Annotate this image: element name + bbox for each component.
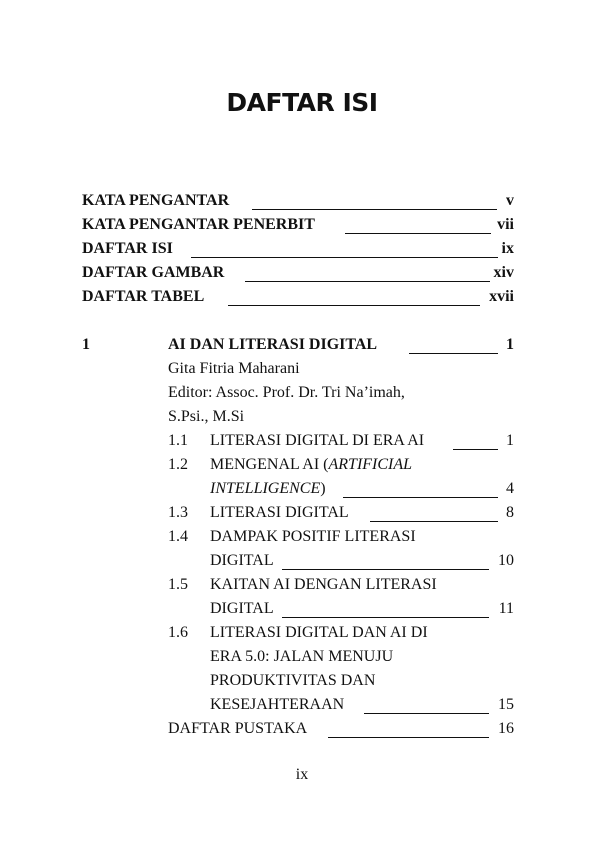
section-title-italic: INTELLIGENCE <box>210 480 321 497</box>
section-title-text: ) <box>320 480 326 497</box>
section-page: 15 <box>498 696 514 713</box>
section-title-line-4: KESEJAHTERAAN <box>210 696 345 713</box>
chapter-editor: Editor: Assoc. Prof. Dr. Tri Na’imah, <box>168 384 405 401</box>
section-title-line-1 <box>210 455 412 475</box>
section-title-line-1: DAMPAK POSITIF LITERASI <box>210 528 416 545</box>
section-page: 8 <box>506 504 514 521</box>
toc-entry-page: vii <box>497 216 514 233</box>
toc-entry-label: DAFTAR TABEL <box>82 288 205 305</box>
section-title-line-2 <box>210 479 326 499</box>
toc-entry-page: v <box>506 192 514 209</box>
section-title: LITERASI DIGITAL DI ERA AI <box>210 432 425 449</box>
leader-line <box>252 209 497 210</box>
section-title-text: MENGENAL AI ( <box>210 456 329 473</box>
section-title-line-3: PRODUKTIVITAS DAN <box>210 672 376 689</box>
chapter-editor-credentials: S.Psi., M.Si <box>168 408 245 425</box>
leader-line <box>328 737 489 738</box>
chapter-title: AI DAN LITERASI DIGITAL <box>168 336 378 353</box>
section-title-line-2: DIGITAL <box>210 552 274 569</box>
chapter-number: 1 <box>82 336 90 353</box>
section-number: 1.4 <box>168 528 188 545</box>
bibliography-page: 16 <box>498 720 514 737</box>
leader-line <box>282 617 489 618</box>
section-title-italic: ARTIFICIAL <box>328 456 413 473</box>
toc-entry-label: KATA PENGANTAR <box>82 192 230 209</box>
page-title: DAFTAR ISI <box>226 88 378 117</box>
toc-entry-page: ix <box>501 240 514 257</box>
leader-line <box>245 281 490 282</box>
toc-entry-page: xiv <box>493 264 514 281</box>
leader-line <box>228 305 480 306</box>
section-number: 1.2 <box>168 456 188 473</box>
section-number: 1.3 <box>168 504 188 521</box>
section-page: 11 <box>498 600 514 617</box>
leader-line <box>191 257 498 258</box>
section-page: 4 <box>506 480 514 497</box>
toc-entry-label: KATA PENGANTAR PENERBIT <box>82 216 315 233</box>
section-title-line-2: ERA 5.0: JALAN MENUJU <box>210 648 394 665</box>
section-title-line-1: LITERASI DIGITAL DAN AI DI <box>210 624 428 641</box>
section-title-line-1: KAITAN AI DENGAN LITERASI <box>210 576 437 593</box>
section-page: 1 <box>506 432 514 449</box>
section-number: 1.5 <box>168 576 188 593</box>
toc-entry-label: DAFTAR ISI <box>82 240 173 257</box>
page-number: ix <box>295 766 309 783</box>
leader-line <box>282 569 489 570</box>
toc-entry-page: xvii <box>489 288 514 305</box>
section-title: LITERASI DIGITAL <box>210 504 349 521</box>
section-number: 1.6 <box>168 624 188 641</box>
chapter-page: 1 <box>506 336 514 353</box>
toc-entry-label: DAFTAR GAMBAR <box>82 264 225 281</box>
chapter-author: Gita Fitria Maharani <box>168 360 300 377</box>
bibliography-label: DAFTAR PUSTAKA <box>168 720 308 737</box>
section-page: 10 <box>498 552 514 569</box>
section-number: 1.1 <box>168 432 188 449</box>
section-title-line-2: DIGITAL <box>210 600 274 617</box>
